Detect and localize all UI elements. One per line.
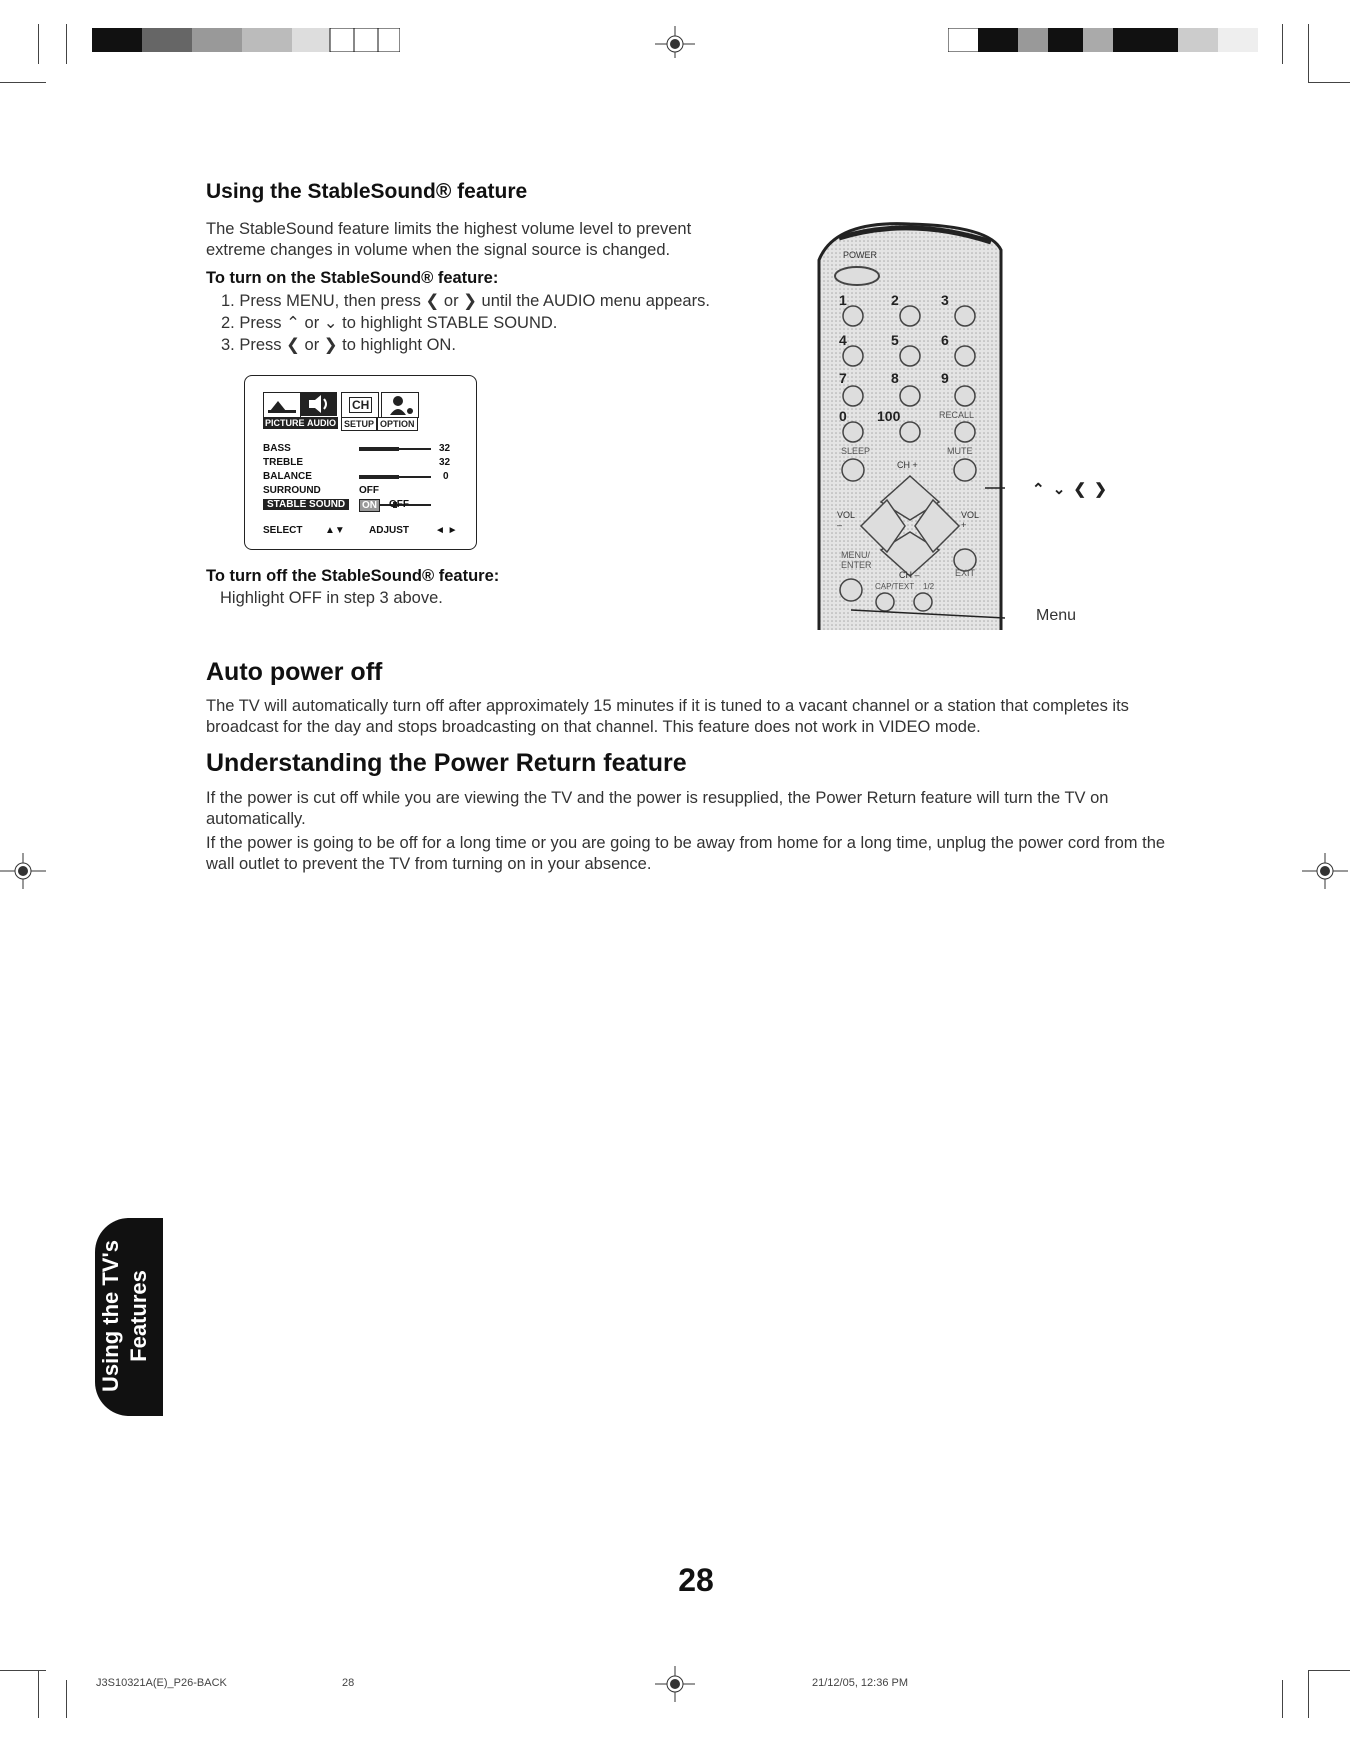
remote-half-label: 1/2: [923, 582, 935, 591]
footer-page: 28: [342, 1677, 355, 1689]
audio-menu-osd: [244, 375, 477, 550]
crop-mark-bottom-left-h: [0, 1670, 46, 1671]
picture-icon: [263, 392, 301, 418]
step-1: 1. Press MENU, then press ❮ or ❯ until the AUDIO menu appears.: [221, 292, 710, 310]
side-tab-line1: Using the TV's: [98, 1240, 123, 1392]
tab-setup: SETUP: [341, 417, 377, 431]
osd-row-bass: [263, 442, 463, 456]
auto-power-text: The TV will automatically turn off after approximately 15 minutes if it is tuned to a vacant channel or a station that completes its broadcast for the day and stops broadcasting on that channel. This feature does not work in VIDEO mode.: [206, 697, 1129, 736]
remote-digit-2: 2: [891, 292, 899, 308]
footer-datetime: 21/12/05, 12:36 PM: [812, 1677, 909, 1689]
remote-menu-enter-label: MENU/ ENTER: [841, 550, 872, 570]
section-side-tab: [95, 1218, 163, 1416]
balance-value: 0: [443, 471, 449, 482]
side-tab-line2: Features: [126, 1270, 151, 1362]
registration-target-bottom: [655, 1666, 695, 1707]
remote-control: [815, 220, 1005, 630]
callout-arrow-keys: ⌃ ⌄ ❮ ❯: [1032, 481, 1109, 498]
crop-mark-bottom-left-v2: [66, 1680, 67, 1718]
remote-digit-8: 8: [891, 370, 899, 386]
remote-vol-plus-label: VOL +: [961, 510, 979, 530]
bass-value: 32: [439, 443, 451, 454]
side-tab-text: [97, 1220, 161, 1412]
tab-picture: PICTURE: [265, 418, 305, 428]
treble-label: TREBLE: [263, 457, 303, 468]
crop-mark-top-right-h: [1308, 82, 1350, 83]
registration-target-top-svg: [655, 26, 695, 58]
remote-digit-0: 0: [839, 408, 847, 424]
turn-on-heading: To turn on the StableSound® feature:: [206, 269, 499, 287]
remote-exit-label: EXIT: [955, 568, 976, 578]
osd-row-surround: [263, 484, 463, 498]
turn-on-steps: [221, 290, 781, 356]
step-3: 3. Press ❮ or ❯ to highlight ON.: [221, 336, 456, 354]
adjust-arrows: ◄ ►: [435, 525, 458, 536]
crop-mark-top-left-v: [38, 24, 39, 64]
crop-mark-bottom-right-v2: [1308, 1670, 1309, 1718]
osd-row-footer: [263, 524, 463, 538]
remote-vol-minus-label: VOL –: [837, 510, 855, 530]
callout-menu: Menu: [1036, 607, 1077, 624]
crop-mark-top-left-v2: [66, 24, 67, 64]
remote-digit-6: 6: [941, 332, 949, 348]
registration-bar-left-svg: [92, 28, 400, 52]
remote-digit-3: 3: [941, 292, 949, 308]
osd-tab-labels: [263, 417, 418, 430]
balance-label: BALANCE: [263, 471, 312, 482]
remote-power-label: POWER: [843, 250, 878, 260]
turn-off-text: Highlight OFF in step 3 above.: [220, 589, 443, 607]
power-return-title: Understanding the Power Return feature: [206, 749, 687, 777]
select-label: SELECT: [263, 525, 303, 536]
remote-ch-minus-label: CH –: [899, 570, 920, 580]
remote-digit-9: 9: [941, 370, 949, 386]
person-icon: [381, 392, 419, 418]
remote-mute-label: MUTE: [947, 446, 973, 456]
crop-mark-bottom-right-v: [1282, 1680, 1283, 1718]
crop-mark-top-left-h: [0, 82, 46, 83]
stable-sound-label: STABLE SOUND: [263, 499, 349, 510]
bass-bar-fill: [359, 447, 399, 451]
stable-off-value: OFF: [389, 499, 409, 510]
turn-off-heading: To turn off the StableSound® feature:: [206, 567, 500, 585]
registration-target-top: [655, 26, 695, 63]
remote-digit-4: 4: [839, 332, 847, 348]
remote-recall-label: RECALL: [939, 410, 975, 420]
stablesound-title: Using the StableSound® feature: [206, 180, 528, 203]
remote-digit-5: 5: [891, 332, 899, 348]
adjust-label: ADJUST: [369, 525, 410, 536]
speaker-icon: [301, 392, 337, 416]
tab-option: OPTION: [377, 417, 418, 431]
registration-bar-right: [948, 28, 1258, 52]
bass-label: BASS: [263, 443, 291, 454]
osd-row-balance: [263, 470, 463, 484]
crop-mark-bottom-left-v: [38, 1670, 39, 1718]
select-arrows: ▲▼: [325, 525, 345, 536]
registration-target-right: [1302, 853, 1348, 894]
crop-mark-top-right-v2: [1308, 24, 1309, 82]
osd-row-treble: [263, 456, 463, 470]
remote-sleep-label: SLEEP: [841, 446, 871, 456]
registration-target-left: [0, 853, 46, 894]
tab-audio: AUDIO: [307, 418, 336, 428]
treble-value: 32: [439, 457, 451, 468]
osd-rows: [263, 442, 463, 538]
auto-power-title: Auto power off: [206, 658, 383, 686]
osd-tab-bar: [263, 392, 418, 430]
stable-on-value: ON: [359, 499, 380, 512]
remote-captext-label: CAP/TEXT: [875, 582, 915, 591]
channel-icon: [341, 392, 379, 418]
remote-digit-7: 7: [839, 370, 847, 386]
osd-ch-label: CH: [349, 397, 372, 413]
remote-digit-1: 1: [839, 292, 847, 308]
remote-digit-100: 100: [877, 408, 901, 424]
crop-mark-top-right-v: [1282, 24, 1283, 64]
remote-ch-plus-label: CH +: [897, 460, 918, 470]
footer-file: J3S10321A(E)_P26-BACK: [96, 1677, 227, 1689]
surround-value: OFF: [359, 485, 379, 496]
osd-row-stable-sound: [263, 498, 463, 512]
step-2: 2. Press ⌃ or ⌄ to highlight STABLE SOUND.: [221, 314, 558, 332]
power-return-p2: If the power is going to be off for a long time or you are going to be away from home for a long time, unplug the power cord from the wall outlet to prevent the TV from turning on in your absence.: [206, 834, 1166, 873]
registration-bar-right-svg: [948, 28, 1258, 52]
power-return-p1: If the power is cut off while you are viewing the TV and the power is resupplied, the Power Return feature will turn the TV on automatically.: [206, 789, 1109, 828]
surround-label: SURROUND: [263, 485, 321, 496]
page-number: 28: [678, 1562, 714, 1598]
stablesound-intro: The StableSound feature limits the highest volume level to prevent extreme changes in volume when the signal source is changed.: [206, 220, 692, 259]
crop-mark-bottom-right-h: [1308, 1670, 1350, 1671]
registration-bar-left: [92, 28, 400, 52]
